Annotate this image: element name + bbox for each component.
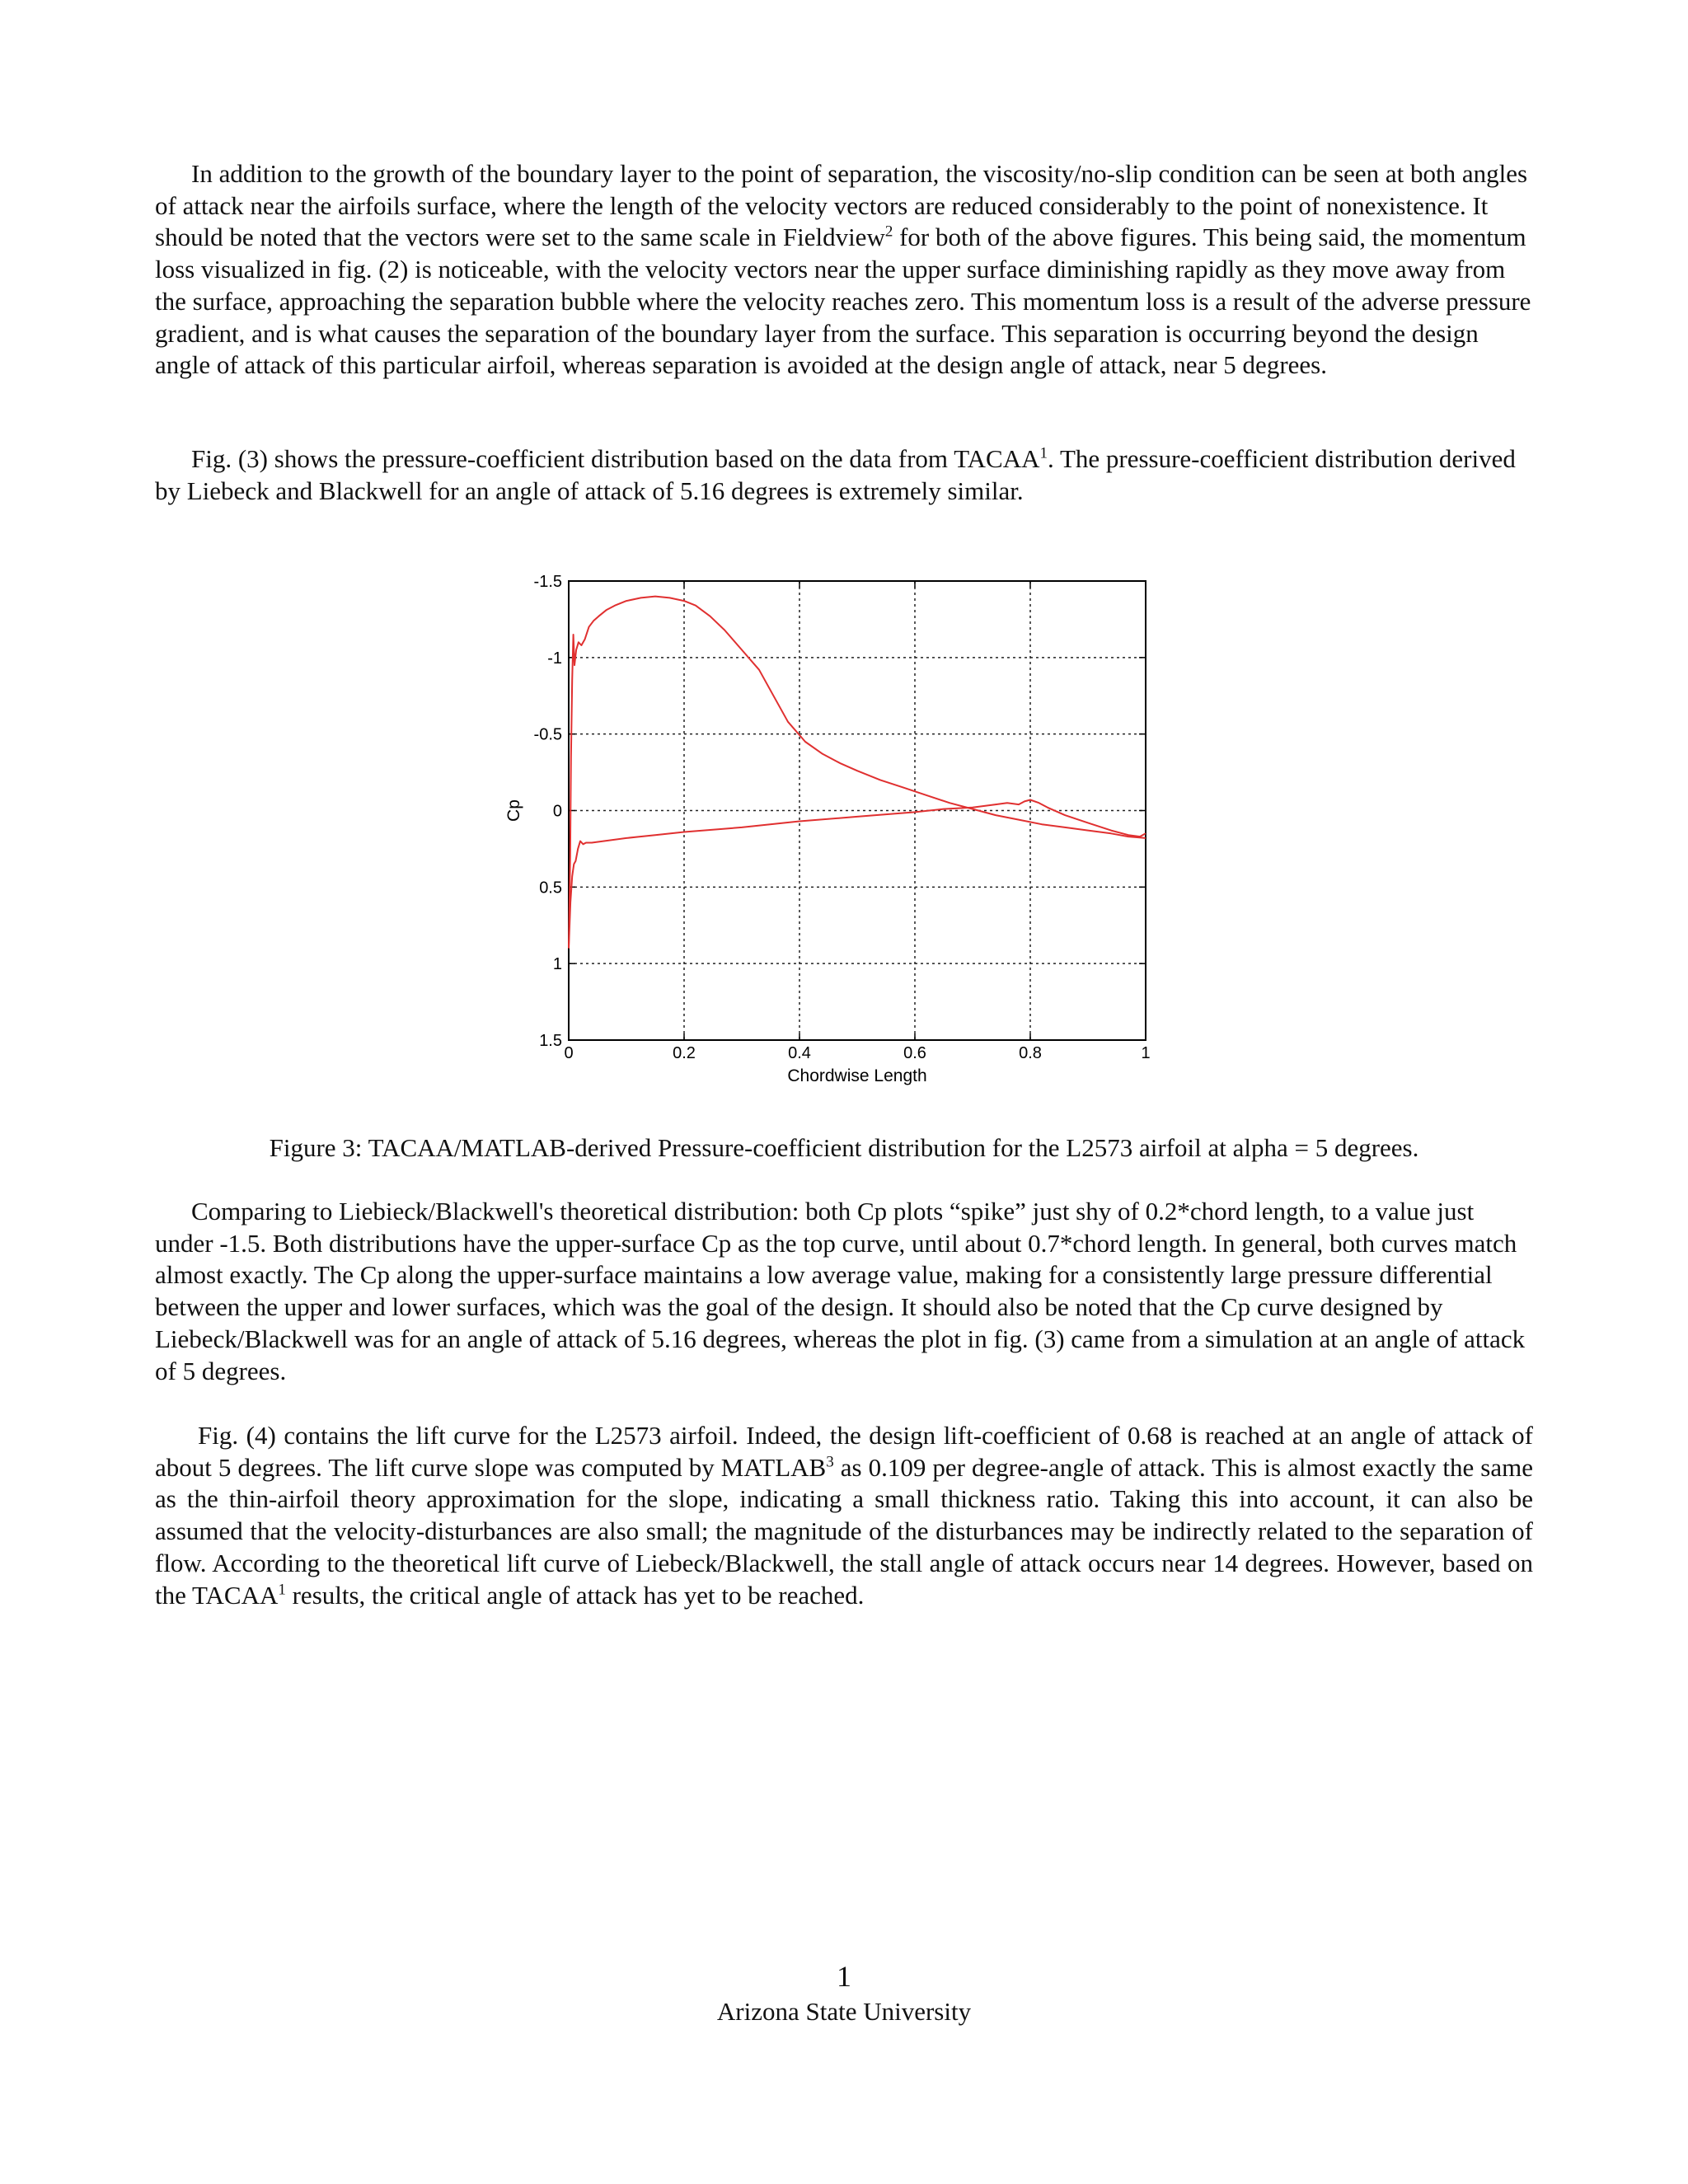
x-tick-label: 0.4 <box>788 1044 811 1062</box>
chart-series <box>569 597 1146 949</box>
y-axis-label: Cp <box>504 799 523 822</box>
x-tick-label: 1 <box>1141 1044 1151 1062</box>
footnote-ref: 1 <box>278 1581 286 1599</box>
paragraph-figure3-intro: Fig. (3) shows the pressure-coefficient distribution based on the data from TACAA$^1$. The pressure-coefficient distribution derived by Liebeck and Blackwell for an angle of attack of 5.16 degrees is extremely similar. <box>155 444 1516 505</box>
figure-caption: Figure 3: TACAA/MATLAB-derived Pressure-coefficient distribution for the L2573 airfoil at alpha = 5 degrees. <box>269 1133 1419 1162</box>
y-tick-label: 0.5 <box>539 879 562 898</box>
paragraph-boundary-layer: In addition to the growth of the boundary layer to the point of separation, the viscosity/no-slip condition can be seen at both angles of attack near the airfoils surface, where the length of the velocity vectors are reduced considerably to the point of nonexistence. It should be noted that the vectors were set to the same scale in Fieldview$^2$ for both of the above figures. This being said, the momentum loss visualized in fig. (2) is noticeable, with the velocity vectors near the upper surface diminishing rapidly as they move away from the surface, approaching the separation bubble where the velocity reaches zero. This momentum loss is a result of the adverse pressure gradient, and is what causes the separation of the boundary layer from the surface. This separation is occurring beyond the design angle of attack of this particular airfoil, whereas separation is avoided at the design angle of attack, near 5 degrees. <box>155 159 1531 380</box>
y-tick-label: 1 <box>552 955 562 974</box>
x-tick-label: 0.8 <box>1019 1044 1042 1062</box>
cp-curve-1 <box>569 597 1146 949</box>
footnote-ref: 3 <box>826 1453 834 1471</box>
x-tick-label: 0.2 <box>673 1044 696 1062</box>
footer-institution: Arizona State University <box>716 1997 972 2026</box>
footnote-ref: 1 <box>1039 444 1048 462</box>
x-tick-label: 0.6 <box>903 1044 926 1062</box>
footnote-ref: 2 <box>884 223 893 241</box>
y-tick-label: -1.5 <box>533 573 562 591</box>
cp-curve-2 <box>569 800 1146 949</box>
page-number: 1 <box>837 1960 851 1993</box>
y-tick-label: 0 <box>552 802 562 821</box>
y-tick-label: 1.5 <box>539 1032 562 1050</box>
x-tick-label: 0 <box>564 1044 574 1062</box>
y-tick-label: -1 <box>547 649 562 668</box>
chart-grid <box>569 581 1146 1040</box>
paragraph-cp-comparison: Comparing to Liebieck/Blackwell's theoretical distribution: both Cp plots “spike” just shy of 0.2*chord length, to a value just under -1.5. Both distributions have the upper-surface Cp as the top curve, until about 0.7*chord length. In general, both curves match almost exactly. The Cp along the upper-surface maintains a low average value, making for a consistently large pressure differential between the upper and lower surfaces, which was the goal of the design. It should also be noted that the Cp curve designed by Liebeck/Blackwell was for an angle of attack of 5.16 degrees, whereas the plot in fig. (3) came from a simulation at an angle of attack of 5 degrees. <box>155 1197 1526 1385</box>
x-axis-label: Chordwise Length <box>787 1066 927 1085</box>
paragraph-lift-curve: Fig. (4) contains the lift curve for the L2573 airfoil. Indeed, the design lift-coefficient of 0.68 is reached at an angle of attack of about 5 degrees. The lift curve slope was computed by MATLAB$^3$ as 0.109 per degree-angle of attack. This is almost exactly the same as the thin-airfoil theory approximation for the slope, indicating a small thickness ratio. Taking this into account, it can also be assumed that the velocity-disturbances are also small; the magnitude of the disturbances may be indirectly related to the separation of flow. According to the theoretical lift curve of Liebeck/Blackwell, the stall angle of attack occurs near 14 degrees. However, based on the TACAA$^1$ results, the critical angle of attack has yet to be reached. <box>155 1421 1533 1610</box>
y-tick-label: -0.5 <box>533 725 562 744</box>
